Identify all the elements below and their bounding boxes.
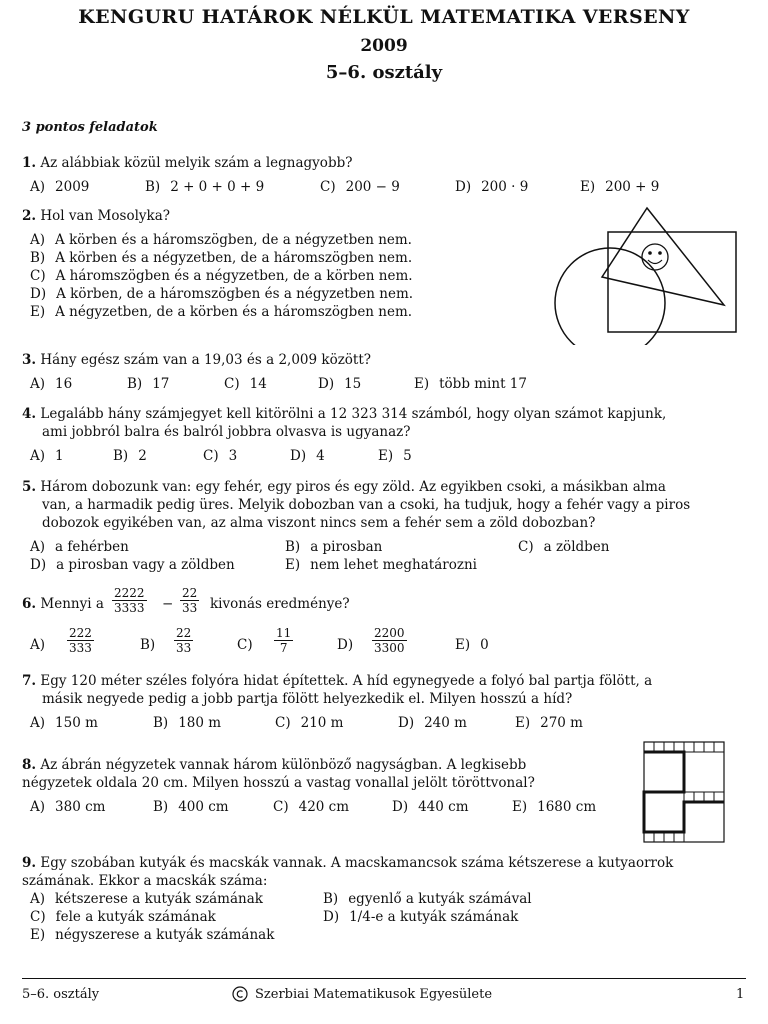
q2-option-e: E) A négyzetben, de a körben és a háromszögben nem. — [30, 304, 413, 320]
q8-option-d: D) 440 cm — [392, 799, 469, 815]
question-8-cont: négyzetek oldala 20 cm. Milyen hosszú a vastag vonallal jelölt töröttvonal? — [22, 775, 535, 791]
q5-option-e: E) nem lehet meghatározni — [285, 557, 477, 573]
q5-option-d: D) a pirosban vagy a zöldben — [30, 557, 235, 573]
question-6-post: kivonás eredménye? — [210, 596, 350, 612]
q7-option-c: C) 210 m — [275, 715, 344, 731]
q4-option-c: C) 3 — [203, 448, 238, 464]
q2-option-d: D) A körben, de a háromszögben és a négyzetben nem. — [30, 286, 414, 302]
circle-shape — [555, 248, 665, 345]
q1-option-b: B) 2 + 0 + 0 + 9 — [145, 179, 265, 195]
footer-grade: 5–6. osztály — [22, 987, 100, 1002]
q4-option-d: D) 4 — [290, 448, 325, 464]
question-4: 4. Legalább hány számjegyet kell kitörölni a 12 323 314 számból, hogy olyan számot kapjunk, — [22, 406, 667, 422]
question-4-cont: ami jobbról balra és balról jobbra olvasva is ugyanaz? — [42, 424, 411, 440]
exam-year: 2009 — [360, 36, 408, 56]
q2-option-a: A) A körben és a háromszögben, de a négyzetben nem. — [30, 232, 412, 248]
q6-option-c-label: C) — [237, 637, 253, 653]
question-9: 9. Egy szobában kutyák és macskák vannak. A macskamancsok száma kétszerese a kutyaorrok — [22, 855, 674, 871]
q8-option-c: C) 420 cm — [273, 799, 350, 815]
q1-option-a: A) 2009 — [30, 179, 90, 195]
copyright-icon — [232, 986, 248, 1002]
question-9-cont: számának. Ekkor a macskák száma: — [22, 873, 268, 889]
q3-option-a: A) 16 — [30, 376, 73, 392]
q6-option-d-label: D) — [337, 637, 354, 653]
squares-figure — [642, 740, 726, 844]
square-shape — [608, 232, 736, 332]
q8-option-e: E) 1680 cm — [512, 799, 597, 815]
q1-option-d: D) 200 · 9 — [455, 179, 529, 195]
question-7: 7. Egy 120 méter széles folyóra hidat építettek. A híd egynegyede a folyó bal partja fölött, a — [22, 673, 653, 689]
question-5-cont1: van, a harmadik pedig üres. Melyik dobozban van a csoki, ha tudjuk, hogy a fehér vagy a piros — [42, 497, 691, 513]
footer-organization: Szerbiai Matematikusok Egyesülete — [255, 987, 493, 1002]
mosolyka-figure — [552, 205, 742, 345]
question-2: 2. Hol van Mosolyka? — [22, 208, 170, 224]
q8-option-b: B) 400 cm — [153, 799, 229, 815]
minus-sign: − — [162, 596, 174, 612]
section-heading: 3 pontos feladatok — [22, 120, 158, 135]
q6-option-b: $\frac{22}{33}$ — [176, 626, 192, 655]
q2-option-b: B) A körben és a négyzetben, de a háromszögben nem. — [30, 250, 413, 266]
q4-option-b: B) 2 — [113, 448, 147, 464]
q9-option-d: D) 1/4-e a kutyák számának — [323, 909, 519, 925]
question-5-cont2: dobozok egyikében van, az alma viszont nincs sem a fehér sem a zöld dobozban? — [42, 515, 596, 531]
exam-grade: 5–6. osztály — [325, 62, 443, 83]
q3-option-c: C) 14 — [224, 376, 267, 392]
q9-option-b: B) egyenlő a kutyák számával — [323, 891, 532, 907]
question-7-cont: másik negyede pedig a jobb partja fölött helyezkedik el. Milyen hosszú a híd? — [42, 691, 573, 707]
q4-option-e: E) 5 — [378, 448, 412, 464]
q2-option-c: C) A háromszögben és a négyzetben, de a körben nem. — [30, 268, 413, 284]
q6-option-a: $\frac{222}{333}$ — [69, 626, 92, 655]
q9-option-a: A) kétszerese a kutyák számának — [30, 891, 263, 907]
q7-option-e: E) 270 m — [515, 715, 583, 731]
q3-option-d: D) 15 — [318, 376, 362, 392]
q1-option-c: C) 200 − 9 — [320, 179, 400, 195]
q4-option-a: A) 1 — [30, 448, 64, 464]
smiley-icon — [642, 244, 668, 270]
q6-option-b-label: B) — [140, 637, 156, 653]
question-3: 3. Hány egész szám van a 19,03 és a 2,009 között? — [22, 352, 372, 368]
q1-option-e: E) 200 + 9 — [580, 179, 660, 195]
exam-title: KENGURU HATÁROK NÉLKÜL MATEMATIKA VERSENY — [78, 6, 690, 28]
q7-option-d: D) 240 m — [398, 715, 467, 731]
q8-option-a: A) 380 cm — [30, 799, 106, 815]
q5-option-b: B) a pirosban — [285, 539, 383, 555]
q3-option-b: B) 17 — [127, 376, 170, 392]
q7-option-b: B) 180 m — [153, 715, 222, 731]
question-5: 5. Három dobozunk van: egy fehér, egy piros és egy zöld. Az egyikben csoki, a másikban alma — [22, 479, 666, 495]
page-number: 1 — [736, 987, 745, 1002]
q6-option-c: $\frac{11}{7}$ — [276, 626, 292, 655]
q6-option-e: E) 0 — [455, 637, 489, 653]
q5-option-c: C) a zöldben — [518, 539, 610, 555]
q6-fraction-2: $\frac{22}{33}$ — [182, 586, 198, 615]
q7-option-a: A) 150 m — [30, 715, 98, 731]
q9-option-c: C) fele a kutyák számának — [30, 909, 216, 925]
q6-option-d: $\frac{2200}{3300}$ — [374, 626, 405, 655]
question-1: 1. Az alábbiak közül melyik szám a legnagyobb? — [22, 155, 353, 171]
triangle-shape — [602, 208, 724, 305]
question-8: 8. Az ábrán négyzetek vannak három különböző nagyságban. A legkisebb — [22, 757, 527, 773]
q6-option-a-label: A) — [30, 637, 46, 653]
q6-fraction-1: $\frac{2222}{3333}$ — [114, 586, 145, 615]
question-6: 6. Mennyi a — [22, 596, 104, 612]
footer-rule — [22, 978, 746, 979]
q5-option-a: A) a fehérben — [30, 539, 129, 555]
q3-option-e: E) több mint 17 — [414, 376, 527, 392]
q9-option-e: E) négyszerese a kutyák számának — [30, 927, 275, 943]
